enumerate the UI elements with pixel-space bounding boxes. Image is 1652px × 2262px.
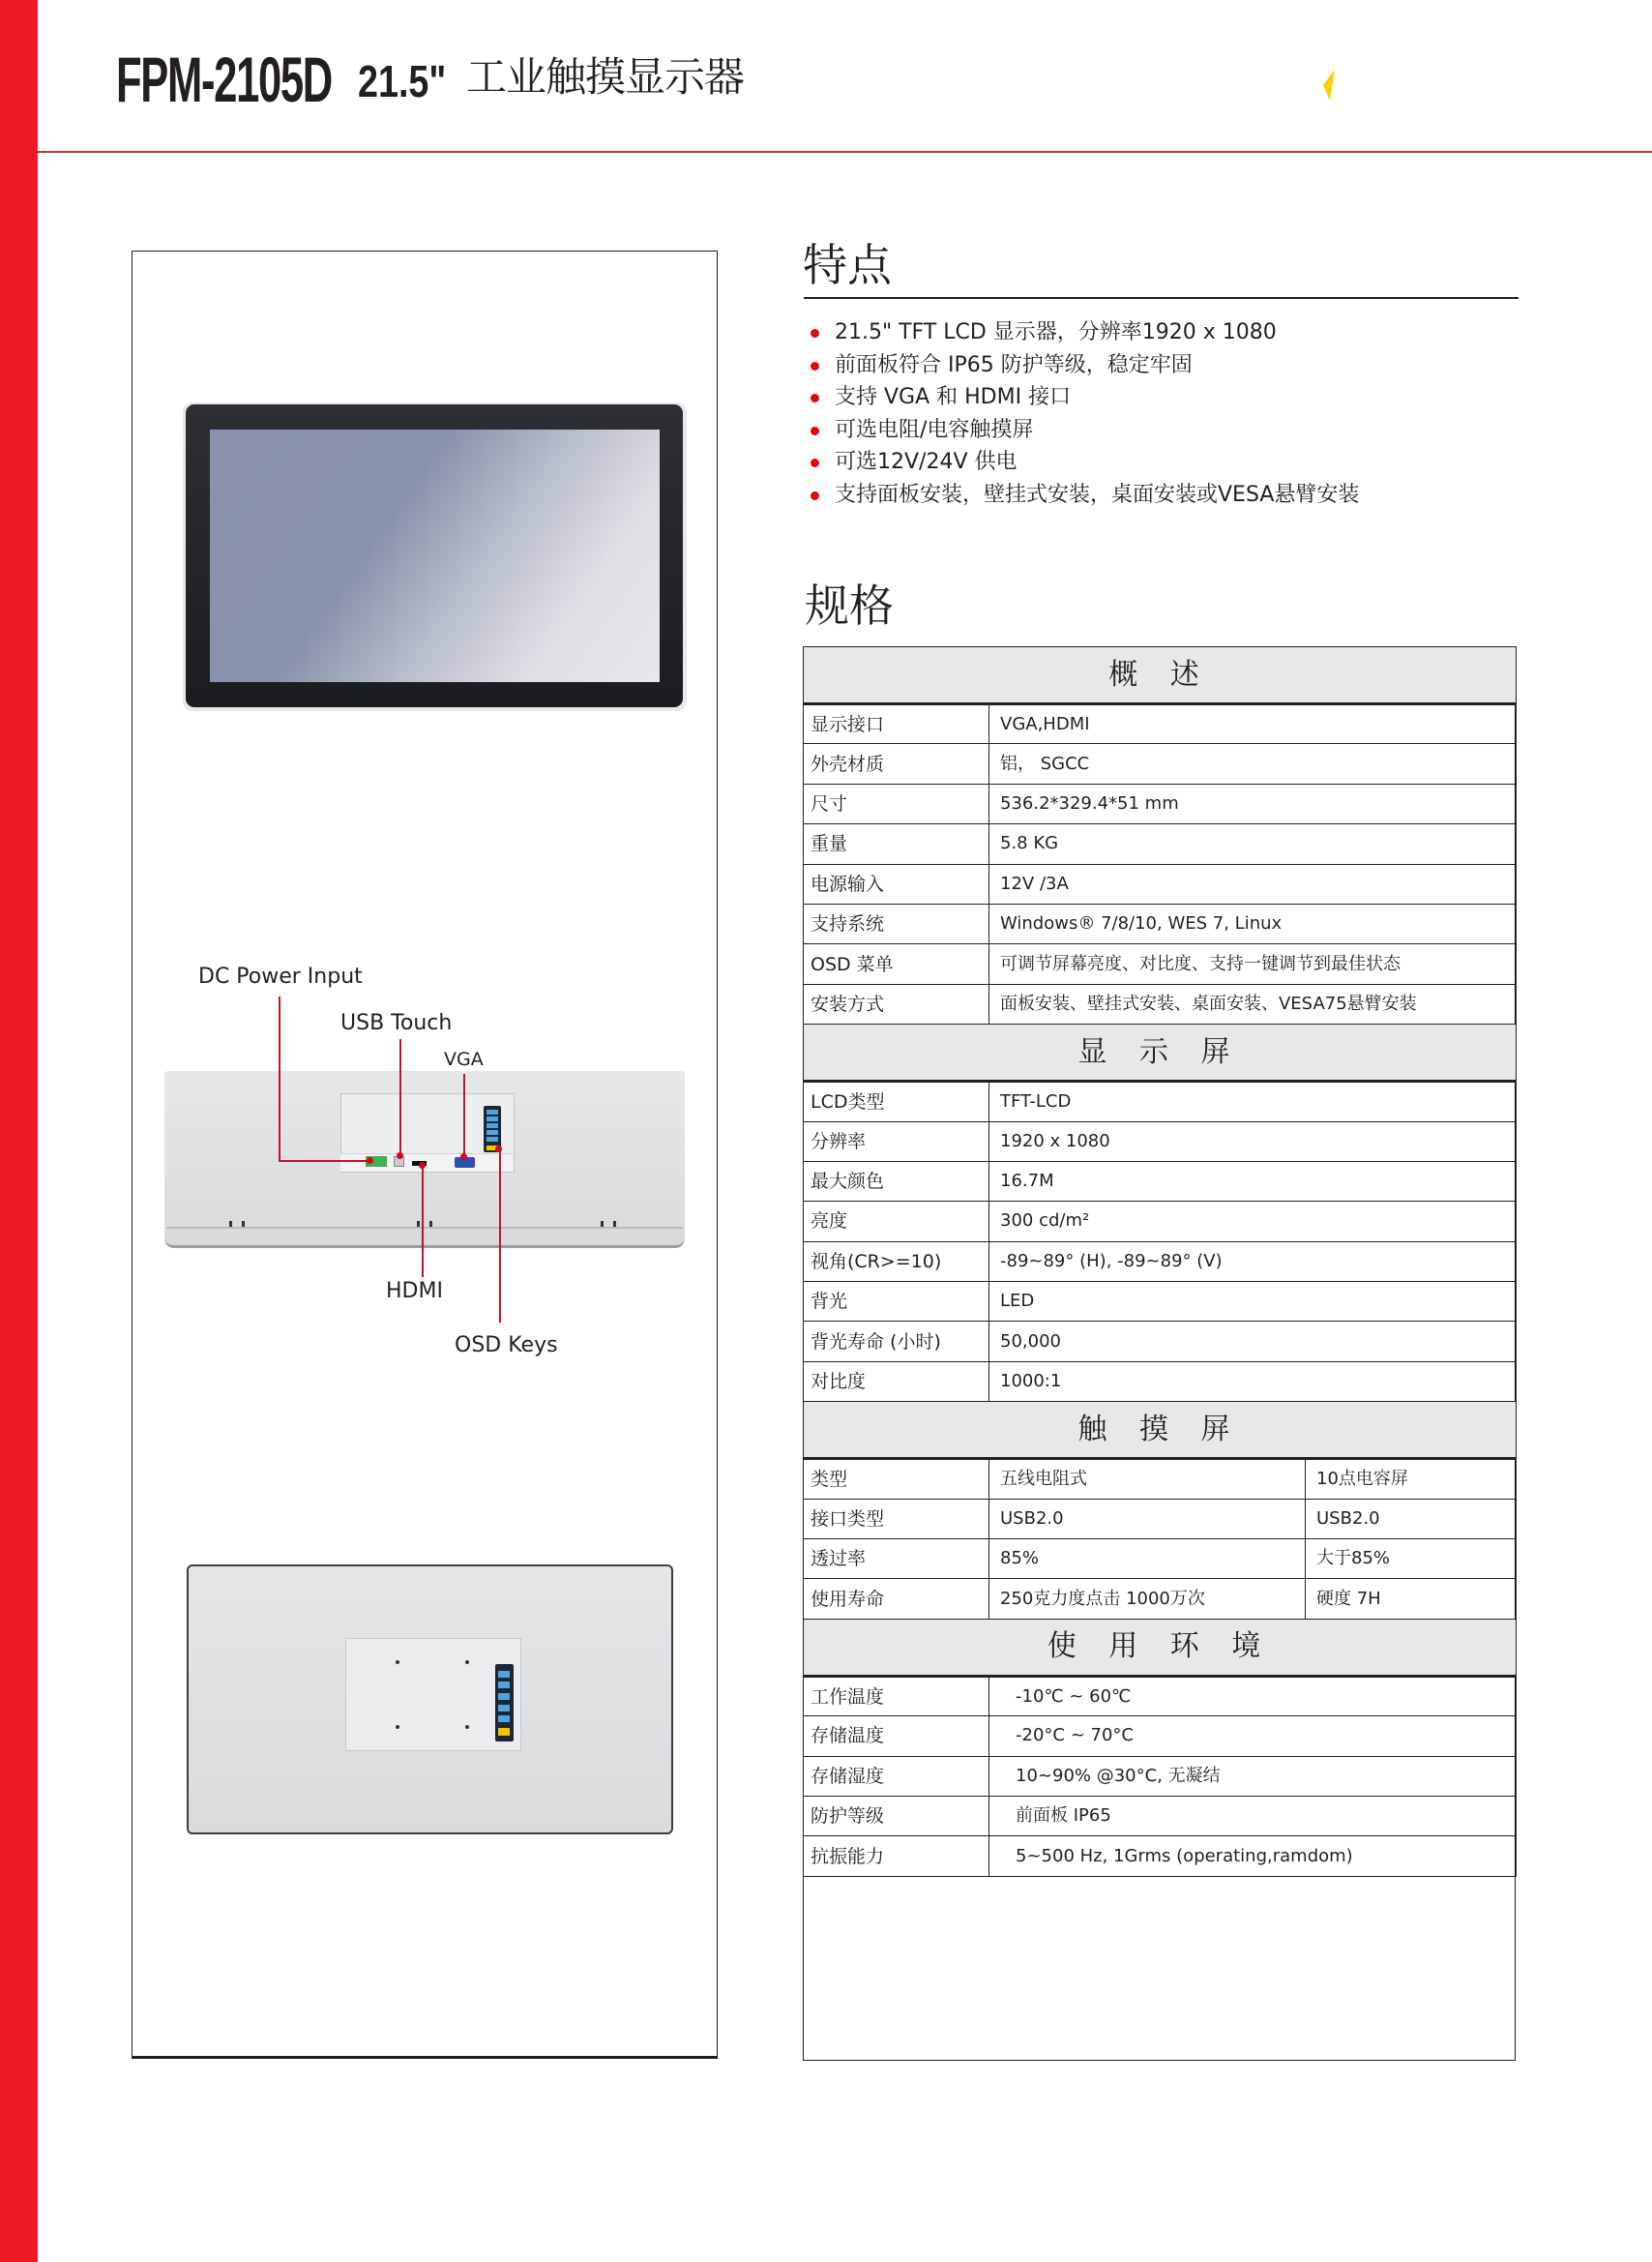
product-model: FPM-2105D (116, 44, 332, 115)
table-row (804, 824, 1517, 864)
table-row (804, 1756, 1517, 1796)
spec-label: 存储湿度 (804, 1756, 989, 1796)
osd-marker (495, 1146, 502, 1152)
header-divider (38, 151, 1652, 153)
vesa-hole (465, 1725, 469, 1729)
spec-value: 16.7M (989, 1161, 1517, 1201)
spec-value: 前面板 IP65 (989, 1796, 1517, 1835)
spec-label: 抗振能力 (804, 1836, 989, 1876)
spec-value: 300 cd/m² (989, 1202, 1517, 1241)
spec-label: OSD 菜单 (804, 944, 989, 984)
osd-leader-line (499, 1149, 501, 1323)
spec-label: 防护等级 (804, 1796, 989, 1835)
hdmi-leader-line (422, 1165, 424, 1277)
spec-label: 分辨率 (804, 1121, 989, 1161)
vesa-hole (396, 1660, 399, 1664)
spec-label: LCD类型 (804, 1082, 989, 1121)
monitor-screen (210, 430, 660, 682)
features-heading: 特点 (803, 239, 892, 291)
table-row (804, 1676, 1517, 1715)
table-row (804, 864, 1517, 904)
spec-value: -10℃ ~ 60℃ (989, 1676, 1517, 1715)
brand-red-sidebar (0, 0, 38, 2262)
spec-value: 可调节屏幕亮度、对比度、支持一键调节到最佳状态 (989, 944, 1517, 984)
vent-mark (601, 1221, 604, 1227)
vent-mark (242, 1221, 245, 1227)
table-row (804, 1796, 1517, 1835)
spec-value-resistive: 五线电阻式 (989, 1459, 1306, 1499)
section-header-overview: 概 述 (804, 647, 1517, 704)
spec-label: 对比度 (804, 1361, 989, 1401)
vga-marker (460, 1153, 467, 1160)
table-row (804, 1459, 1517, 1499)
spec-value: 5~500 Hz, 1Grms (operating,ramdom) (989, 1836, 1517, 1876)
usb-marker (397, 1152, 403, 1159)
table-row (804, 1499, 1517, 1538)
product-size: 21.5" (358, 56, 447, 106)
specs-heading: 规格 (805, 580, 894, 632)
table-row (804, 1322, 1517, 1361)
brand-accent-icon (1321, 70, 1339, 101)
bullet-icon (811, 362, 819, 371)
spec-table (803, 646, 1517, 1877)
callout-hdmi: HDMI (386, 1279, 443, 1303)
table-row (804, 1361, 1517, 1401)
callout-vga: VGA (444, 1049, 484, 1070)
product-subtitle: 工业触摸显示器 (466, 53, 745, 101)
spec-value: 5.8 KG (989, 824, 1517, 864)
spec-label: 支持系统 (804, 904, 989, 943)
table-row (804, 904, 1517, 943)
usb-leader-line (399, 1039, 401, 1155)
spec-value: 50,000 (989, 1322, 1517, 1361)
vent-mark (417, 1221, 420, 1227)
feature-item: 可选电阻/电容触摸屏 (809, 414, 1359, 447)
spec-value-capacitive: 硬度 7H (1306, 1579, 1517, 1619)
feature-item: 前面板符合 IP65 防护等级，稳定牢固 (809, 349, 1359, 382)
feature-item: 支持 VGA 和 HDMI 接口 (809, 381, 1359, 414)
spec-label: 透过率 (804, 1539, 989, 1579)
spec-label: 电源输入 (804, 864, 989, 904)
spec-value: TFT-LCD (989, 1082, 1517, 1121)
spec-value: Windows® 7/8/10, WES 7, Linux (989, 904, 1517, 943)
spec-label: 背光 (804, 1282, 989, 1322)
vent-mark (229, 1221, 232, 1227)
dc-power-leader-line (279, 1160, 368, 1162)
table-row (804, 1161, 1517, 1201)
table-row (804, 1716, 1517, 1756)
spec-value: -20°C ~ 70°C (989, 1716, 1517, 1756)
spec-label: 接口类型 (804, 1499, 989, 1538)
spec-value: 1920 x 1080 (989, 1121, 1517, 1161)
callout-dc-power: DC Power Input (198, 965, 363, 989)
table-row (804, 1836, 1517, 1876)
vga-leader-line (463, 1074, 465, 1157)
spec-value: VGA,HDMI (989, 704, 1517, 744)
spec-label: 显示接口 (804, 704, 989, 744)
spec-value: -89~89° (H), -89~89° (V) (989, 1241, 1517, 1281)
spec-label: 亮度 (804, 1202, 989, 1241)
callout-osd-keys: OSD Keys (455, 1333, 558, 1357)
table-row (804, 1579, 1517, 1619)
table-row (804, 704, 1517, 744)
spec-label: 最大颜色 (804, 1161, 989, 1201)
spec-value-resistive: 85% (989, 1539, 1306, 1579)
table-row (804, 784, 1517, 823)
table-row (804, 744, 1517, 784)
table-row (804, 1241, 1517, 1281)
section-header-display: 显 示 屏 (804, 1025, 1517, 1082)
spec-label: 视角(CR>=10) (804, 1241, 989, 1281)
feature-item: 21.5" TFT LCD 显示器，分辨率1920 x 1080 (809, 316, 1359, 349)
callout-usb-touch: USB Touch (340, 1011, 453, 1035)
bullet-icon (811, 491, 819, 500)
table-row (804, 1539, 1517, 1579)
spec-label: 类型 (804, 1459, 989, 1499)
spec-label: 安装方式 (804, 984, 989, 1024)
spec-value-resistive: 250克力度点击 1000万次 (989, 1579, 1306, 1619)
table-row (804, 1082, 1517, 1121)
table-row (804, 1202, 1517, 1241)
spec-value-capacitive: 10点电容屏 (1306, 1459, 1517, 1499)
section-header-touch: 触 摸 屏 (804, 1402, 1517, 1459)
spec-value: 536.2*329.4*51 mm (989, 784, 1517, 823)
spec-label: 背光寿命 (小时) (804, 1322, 989, 1361)
spec-label: 工作温度 (804, 1676, 989, 1715)
spec-value: 12V /3A (989, 864, 1517, 904)
rear-chassis-edge (166, 1227, 683, 1229)
spec-label: 存储温度 (804, 1716, 989, 1756)
hdmi-marker (419, 1162, 426, 1169)
spec-value: LED (989, 1282, 1517, 1322)
vesa-hole (465, 1660, 469, 1664)
spec-value-resistive: USB2.0 (989, 1499, 1306, 1538)
dc-power-marker (367, 1157, 373, 1164)
spec-value: 面板安装、壁挂式安装、桌面安装、VESA75悬臂安装 (989, 984, 1517, 1024)
feature-item: 支持面板安装，壁挂式安装，桌面安装或VESA悬臂安装 (809, 479, 1359, 512)
table-row (804, 944, 1517, 984)
osd-keypad (495, 1664, 514, 1741)
dc-power-leader-line (279, 997, 280, 1161)
spec-label: 重量 (804, 824, 989, 864)
feature-item: 可选12V/24V 供电 (809, 446, 1359, 479)
spec-value: 铝， SGCC (989, 744, 1517, 784)
feature-list (809, 316, 1359, 512)
spec-value-capacitive: 大于85% (1306, 1539, 1517, 1579)
bullet-icon (811, 427, 819, 435)
vent-mark (429, 1221, 432, 1227)
table-row (804, 984, 1517, 1024)
bullet-icon (811, 459, 819, 467)
features-divider (804, 297, 1519, 299)
bullet-icon (811, 394, 819, 402)
spec-value-capacitive: USB2.0 (1306, 1499, 1517, 1538)
spec-value: 1000:1 (989, 1361, 1517, 1401)
bullet-icon (811, 329, 819, 338)
spec-value: 10~90% @30°C, 无凝结 (989, 1756, 1517, 1796)
vent-mark (613, 1221, 616, 1227)
table-row (804, 1121, 1517, 1161)
table-row (804, 1282, 1517, 1322)
spec-label: 外壳材质 (804, 744, 989, 784)
vesa-hole (396, 1725, 399, 1729)
spec-label: 尺寸 (804, 784, 989, 823)
spec-label: 使用寿命 (804, 1579, 989, 1619)
section-header-environment: 使 用 环 境 (804, 1619, 1517, 1676)
